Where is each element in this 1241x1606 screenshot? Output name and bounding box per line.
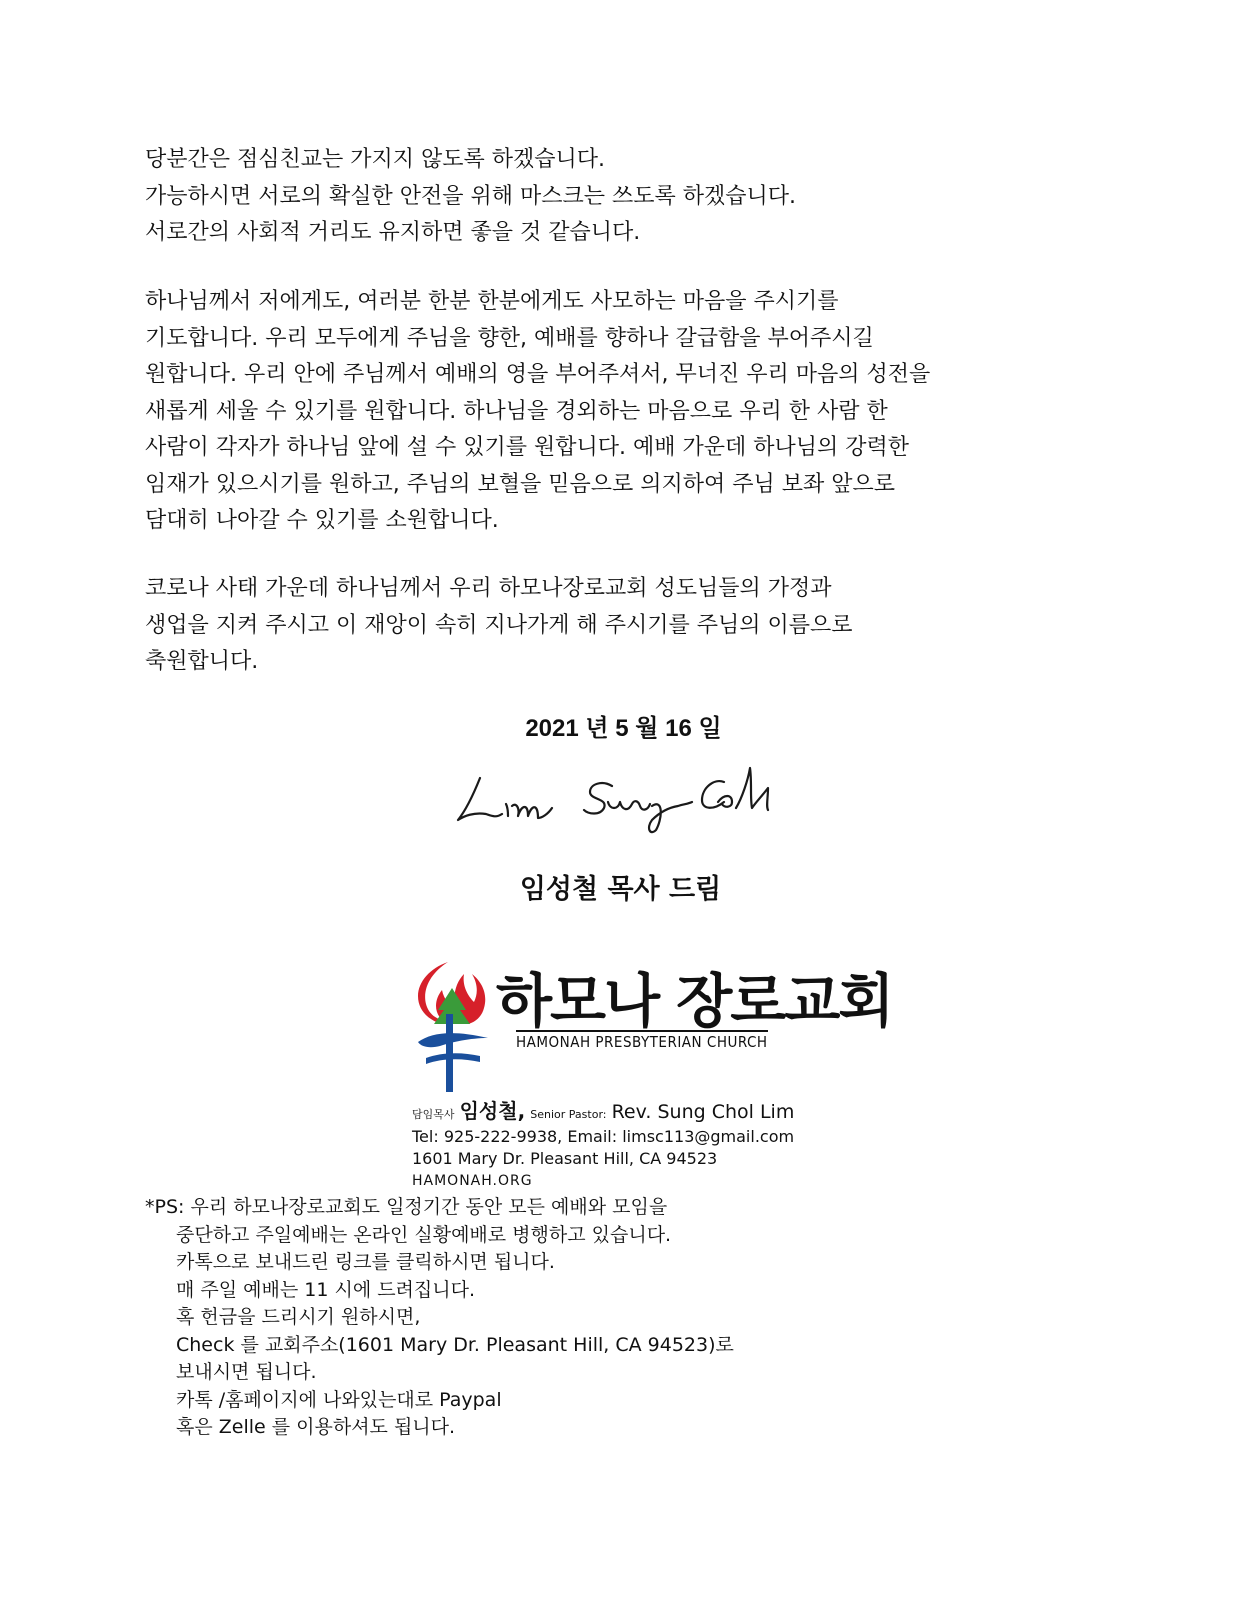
ps-line: 매 주일 예배는 11 시에 드려집니다. — [176, 1278, 476, 1301]
letter-date — [0, 708, 1241, 743]
ps-line: Check 를 교회주소(1601 Mary Dr. Pleasant Hill, CA 94523)로 — [176, 1333, 734, 1356]
tel-value: 925-222-9938, — [443, 1127, 563, 1146]
email-label: Email: — [567, 1127, 618, 1146]
ps-line: 카톡 /홈페이지에 나와있는대로 Paypal — [176, 1388, 502, 1411]
pastor-title-en: Senior Pastor: — [530, 1108, 607, 1121]
text-line: 서로간의 사회적 거리도 유지하면 좋을 것 같습니다. — [145, 220, 641, 245]
text-line: 생업을 지켜 주시고 이 재앙이 속히 지나가게 해 주시기를 주님의 이름으로 — [145, 612, 853, 638]
text-line: 새롭게 세울 수 있기를 원합니다. 하나님을 경외하는 마음으로 우리 한 사람 한 — [145, 398, 888, 424]
text-line: 가능하시면 서로의 확실한 안전을 위해 마스크는 쓰도록 하겠습니다. — [145, 183, 797, 209]
paragraph-prayer — [145, 284, 1145, 540]
postscript — [145, 1194, 734, 1442]
flame-cross-icon — [412, 958, 492, 1093]
text-line: 사람이 각자가 하나님 앞에 설 수 있기를 원합니다. 예배 가운데 하나님의 강력한 — [145, 435, 909, 460]
ps-line: 혹은 Zelle 를 이용하셔도 됩니다. — [176, 1416, 456, 1438]
text-line: 원합니다. 우리 안에 주님께서 예배의 영을 부어주셔서, 무너진 우리 마음의 성전을 — [145, 362, 931, 387]
logo-english-name: HAMONAH PRESBYTERIAN CHURCH — [516, 1030, 768, 1051]
address-row: 1601 Mary Dr. Pleasant Hill, CA 94523 — [412, 1149, 718, 1168]
pastor-name-en: Rev. Sung Chol Lim — [611, 1101, 795, 1123]
text-line: 임재가 있으시기를 원하고, 주님의 보혈을 믿음으로 의지하여 주님 보좌 앞으로 — [145, 471, 895, 497]
pastor-closing: 임성철 목사 드림 — [519, 874, 722, 905]
phone-email-row — [412, 1126, 794, 1148]
website-row: HAMONAH.ORG — [412, 1173, 533, 1189]
logo-korean-name: 하모나 장로교회 — [496, 967, 893, 1035]
contact-block — [412, 1100, 794, 1192]
text-line: 담대히 나아갈 수 있기를 소원합니다. — [145, 508, 499, 533]
text-line: 하나님께서 저에게도, 여러분 한분 한분에게도 사모하는 마음을 주시기를 — [145, 289, 839, 314]
email-value: limsc113@gmail.com — [622, 1127, 795, 1146]
pastor-name-kr: 임성철, — [459, 1099, 526, 1123]
text-line: 당분간은 점심친교는 가지지 않도록 하겠습니다. — [145, 147, 606, 172]
pastor-row — [412, 1100, 794, 1126]
text-line: 코로나 사태 가운데 하나님께서 우리 하모나장로교회 성도님들의 가정과 — [145, 576, 832, 601]
ps-line: 카톡으로 보내드린 링크를 클릭하시면 됩니다. — [176, 1251, 555, 1273]
pastor-title-kr: 담임목사 — [412, 1108, 455, 1121]
paragraph-blessing — [145, 571, 1145, 681]
ps-line: 혹 헌금을 드리시기 원하시면, — [176, 1306, 421, 1328]
tel-label: Tel: — [412, 1127, 439, 1146]
text-line: 축원합니다. — [145, 649, 259, 674]
paragraph-safety — [145, 142, 1145, 252]
church-logo — [412, 958, 893, 1093]
date-text: 2021 년 5 월 16 일 — [525, 715, 722, 742]
text-line: 기도합니다. 우리 모두에게 주님을 향한, 예배를 향하나 갈급함을 부어주시길 — [145, 325, 874, 351]
signature-image — [452, 758, 782, 836]
ps-line: 보내시면 됩니다. — [176, 1361, 317, 1383]
ps-line: 중단하고 주일예배는 온라인 실황예배로 병행하고 있습니다. — [176, 1223, 672, 1246]
ps-line: *PS: 우리 하모나장로교회도 일정기간 동안 모든 예배와 모임을 — [145, 1196, 668, 1218]
